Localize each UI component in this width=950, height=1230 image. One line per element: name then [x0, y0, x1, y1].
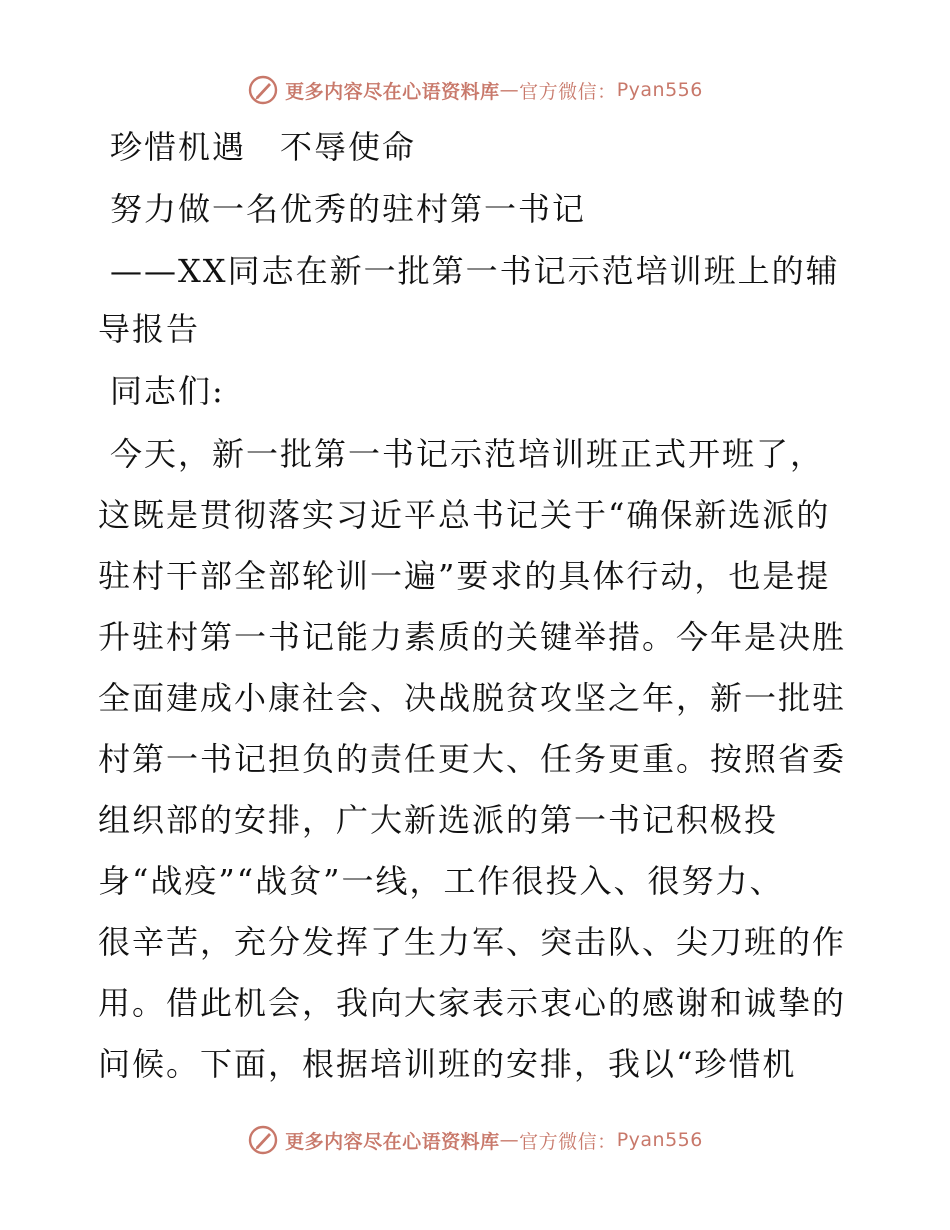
document-body: [98, 118, 858, 1095]
body-line: 今天，新一批第一书记示范培训班正式开班了，: [110, 435, 825, 473]
body-line: 村第一书记担负的责任更大、任务更重。按照省委: [98, 740, 847, 778]
footer-watermark: [0, 1120, 950, 1160]
body-line: 身“战疫”“战贫”一线，工作很投入、很努力、: [98, 862, 784, 900]
watermark-label: 官方微信：: [519, 1130, 617, 1153]
body-line: 组织部的安排，广大新选派的第一书记积极投: [98, 801, 779, 839]
body-line: 很辛苦，充分发挥了生力军、突击队、尖刀班的作: [98, 923, 847, 961]
watermark-handle: Pyan556: [616, 1129, 703, 1151]
watermark-separator: —: [499, 79, 520, 101]
salutation: 同志们:: [110, 372, 225, 410]
body-line: 用。借此机会，我向大家表示衷心的感谢和诚挚的: [98, 984, 847, 1022]
subtitle-line-2: 导报告: [98, 310, 201, 348]
title-line-1: 珍惜机遇 不辱使命: [110, 128, 417, 166]
subtitle-line-1: ——XX同志在新一批第一书记示范培训班上的辅: [110, 252, 840, 290]
body-line: 这既是贯彻落实习近平总书记关于“确保新选派的: [98, 496, 831, 534]
title-line-2: 努力做一名优秀的驻村第一书记: [110, 190, 587, 228]
header-watermark: [0, 70, 950, 110]
body-line: 驻村干部全部轮训一遍”要求的具体行动，也是提: [98, 557, 831, 595]
body-line: 问候。下面，根据培训班的安排，我以“珍惜机: [98, 1045, 797, 1083]
quill-circle-icon: [247, 1124, 279, 1156]
body-paragraph: [98, 424, 858, 1095]
quill-circle-icon: [247, 74, 279, 106]
watermark-handle: Pyan556: [616, 79, 703, 101]
body-line: 升驻村第一书记能力素质的关键举措。今年是决胜: [98, 618, 847, 656]
watermark-text: 更多内容尽在心语资料库: [285, 80, 500, 103]
body-line: 全面建成小康社会、决战脱贫攻坚之年，新一批驻: [98, 679, 847, 717]
watermark-text: 更多内容尽在心语资料库: [285, 1130, 500, 1153]
watermark-label: 官方微信：: [519, 80, 617, 103]
watermark-separator: —: [499, 1129, 520, 1151]
